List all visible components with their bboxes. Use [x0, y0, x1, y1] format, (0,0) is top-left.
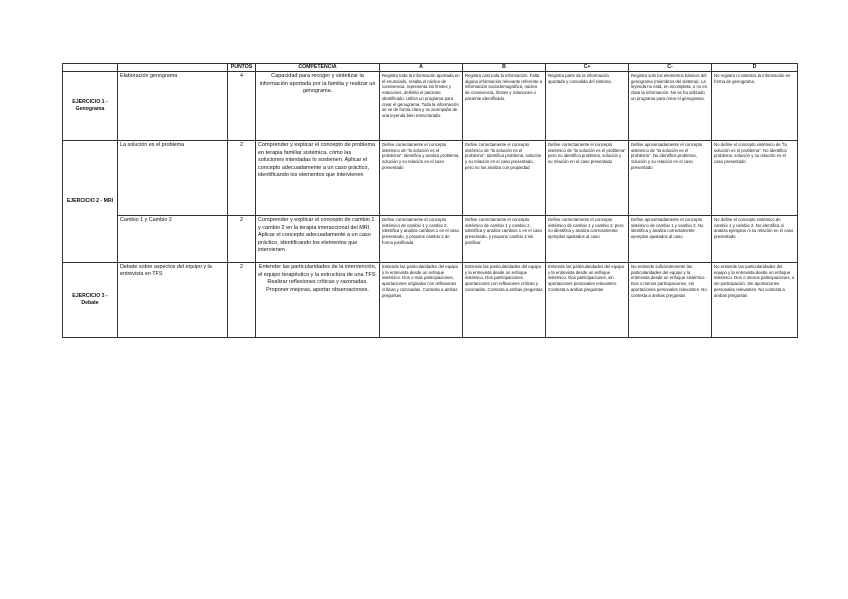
rubric-table [62, 63, 798, 338]
level-d-cell: No define el concepto sistémico de cambio 1 y cambio 2. No identifica ni analiza ejemplos ni su relación en el caso presentado [712, 216, 798, 263]
table-row [63, 72, 798, 141]
level-cplus-cell: Define correctamente el concepto sistémico de "la solución es el problema" pero no identifica problema, solución y su relación en el caso presentado [546, 141, 629, 216]
level-a-cell: Entiende las particularidades del equipo y la entrevista desde un enfoque sistémico. Dos o más participaciones, aportaciones originales con reflexiones críticas y razonadas. Contesta a ambas preguntas [380, 263, 463, 338]
level-b-cell: Entiende las particularidades del equipo y la entrevista desde un enfoque sistémico. Dos participaciones, aportaciones con reflexiones críticas y razonadas. Contesta a ambas preguntas [463, 263, 546, 338]
level-cminus-cell: No entiende suficientemente las particularidades del equipo y la entrevista desde un enfoque sistémico. Dos o menos participaciones, sin aportaciones personales relevantes. No contesta a ambas preguntas [629, 263, 712, 338]
header-row [63, 64, 798, 72]
exercise-label: EJERCICIO 2 - MRI [63, 141, 118, 263]
header-level-b: B [463, 64, 546, 72]
level-d-cell: No entiende las particularidades del equipo y la entrevista desde un enfoque sistémico. Dos o menos participaciones, o sin participación. Sin aportaciones personales relevantes. No contesta a ambas preguntas [712, 263, 798, 338]
level-cminus-cell: Registra solo los elementos básicos del genograma (miembros del sistema). La leyenda no está, en incompleta, o no es clara la información. No se ha utilizado un programa para crear el genograma. [629, 72, 712, 141]
level-cplus-cell: Define correctamente el concepto sistémico de cambio 1 y cambio 2, pero no identifica y analiza correctamente ejemplos ajustados al caso [546, 216, 629, 263]
level-a-cell: Registra toda la información aportada en el enunciado, resalta el núcleo de convivencia, representa los límites y relaciones, delimita el paciente identificado. Utiliza un programa para crear el genograma. Toda la información se ve de forma clara y se acompaña de una leyenda bien estructurada. [380, 72, 463, 141]
criterion-cell: Elaboración genograma [118, 72, 228, 141]
competence-cell: Entender las particularidades de la intervención, el equipo terapéutico y la estructura de una TFS. Realizar reflexiones críticas y razonadas. Proponer mejoras, aportar observaciones. [256, 263, 380, 338]
level-cplus-cell: Entiende las particularidades del equipo y la entrevista desde un enfoque sistémico. Dos participaciones, sin aportaciones personales relevantes. Contesta a ambas preguntas [546, 263, 629, 338]
exercise-label: EJERCICIO 1 - Genograma [63, 72, 118, 141]
table-row [63, 141, 798, 216]
criterion-cell: Debate sobre aspectos del equipo y la entrevista en TFS [118, 263, 228, 338]
header-level-d: D [712, 64, 798, 72]
header-level-cminus: C- [629, 64, 712, 72]
level-cminus-cell: Define aproximadamente el concepto sistémico de cambio 1 y cambio 2. No identifica y analiza correctamente ejemplos ajustados al caso [629, 216, 712, 263]
header-blank-1 [63, 64, 118, 72]
header-competencia: COMPETENCIA [256, 64, 380, 72]
points-cell: 2 [228, 141, 256, 216]
level-b-cell: Registra casi toda la información. Falta alguna información relevante referente a información sociodemográfica, núcleo de convivencia, límites y relaciones o paciente identificado. [463, 72, 546, 141]
header-level-a: A [380, 64, 463, 72]
points-cell: 4 [228, 72, 256, 141]
header-level-cplus: C+ [546, 64, 629, 72]
exercise-label: EJERCICIO 3 - Debate [63, 263, 118, 338]
level-cplus-cell: Registra parte de la información aportada y consolida del sistema. [546, 72, 629, 141]
competence-cell: Capacidad para recoger y sintetizar la información aportada por la familia y realizar un genograma. [256, 72, 380, 141]
points-cell: 2 [228, 216, 256, 263]
table-row [63, 216, 798, 263]
level-b-cell: Define correctamente el concepto sistémico de cambio 1 y cambio 2. Identifica y analiza cambios 1 en el caso presentado, y propone cambio 2 sin justificar [463, 216, 546, 263]
level-b-cell: Define correctamente el concepto sistémico de "la solución es el problema". Identifica problema, solución y su relación en el caso presentado, pero no los analiza con propiedad [463, 141, 546, 216]
header-blank-2 [118, 64, 228, 72]
criterion-cell: La solución es el problema [118, 141, 228, 216]
competence-cell: Comprender y explicar el concepto de problema en terapia familiar sistémica, cómo las soluciones intentadas lo sostienen. Aplicar el concepto adecuadamente a un caso práctico, identificando los elementos que intervienen [256, 141, 380, 216]
header-puntos: PUNTOS [228, 64, 256, 72]
competence-cell: Comprender y explicar el concepto de cambio 1 y cambio 2 en la terapia interaccional del MRI. Aplicar el concepto adecuadamente a un caso práctico, identificando los elementos que intervienen [256, 216, 380, 263]
points-cell: 2 [228, 263, 256, 338]
level-d-cell: No registra ni sintetiza la información en forma de genograma. [712, 72, 798, 141]
table-row [63, 263, 798, 338]
level-cminus-cell: Define aproximadamente el concepto sistémico de "la solución es el problema". No identifica problema, solución y su relación en el caso presentado [629, 141, 712, 216]
level-a-cell: Define correctamente el concepto sistémico de cambio 1 y cambio 2. Identifica y analiza cambios 1 en el caso presentado, y propone cambio 2 de forma justificada [380, 216, 463, 263]
level-a-cell: Define correctamente el concepto sistémico de "la solución es el problema". Identifica y analiza problema, solución y su relación en el caso presentado [380, 141, 463, 216]
criterion-cell: Cambio 1 y Cambio 2 [118, 216, 228, 263]
level-d-cell: No define el concepto sistémico de "la solución es el problema". No identifica problema, solución y su relación en el caso presentado [712, 141, 798, 216]
